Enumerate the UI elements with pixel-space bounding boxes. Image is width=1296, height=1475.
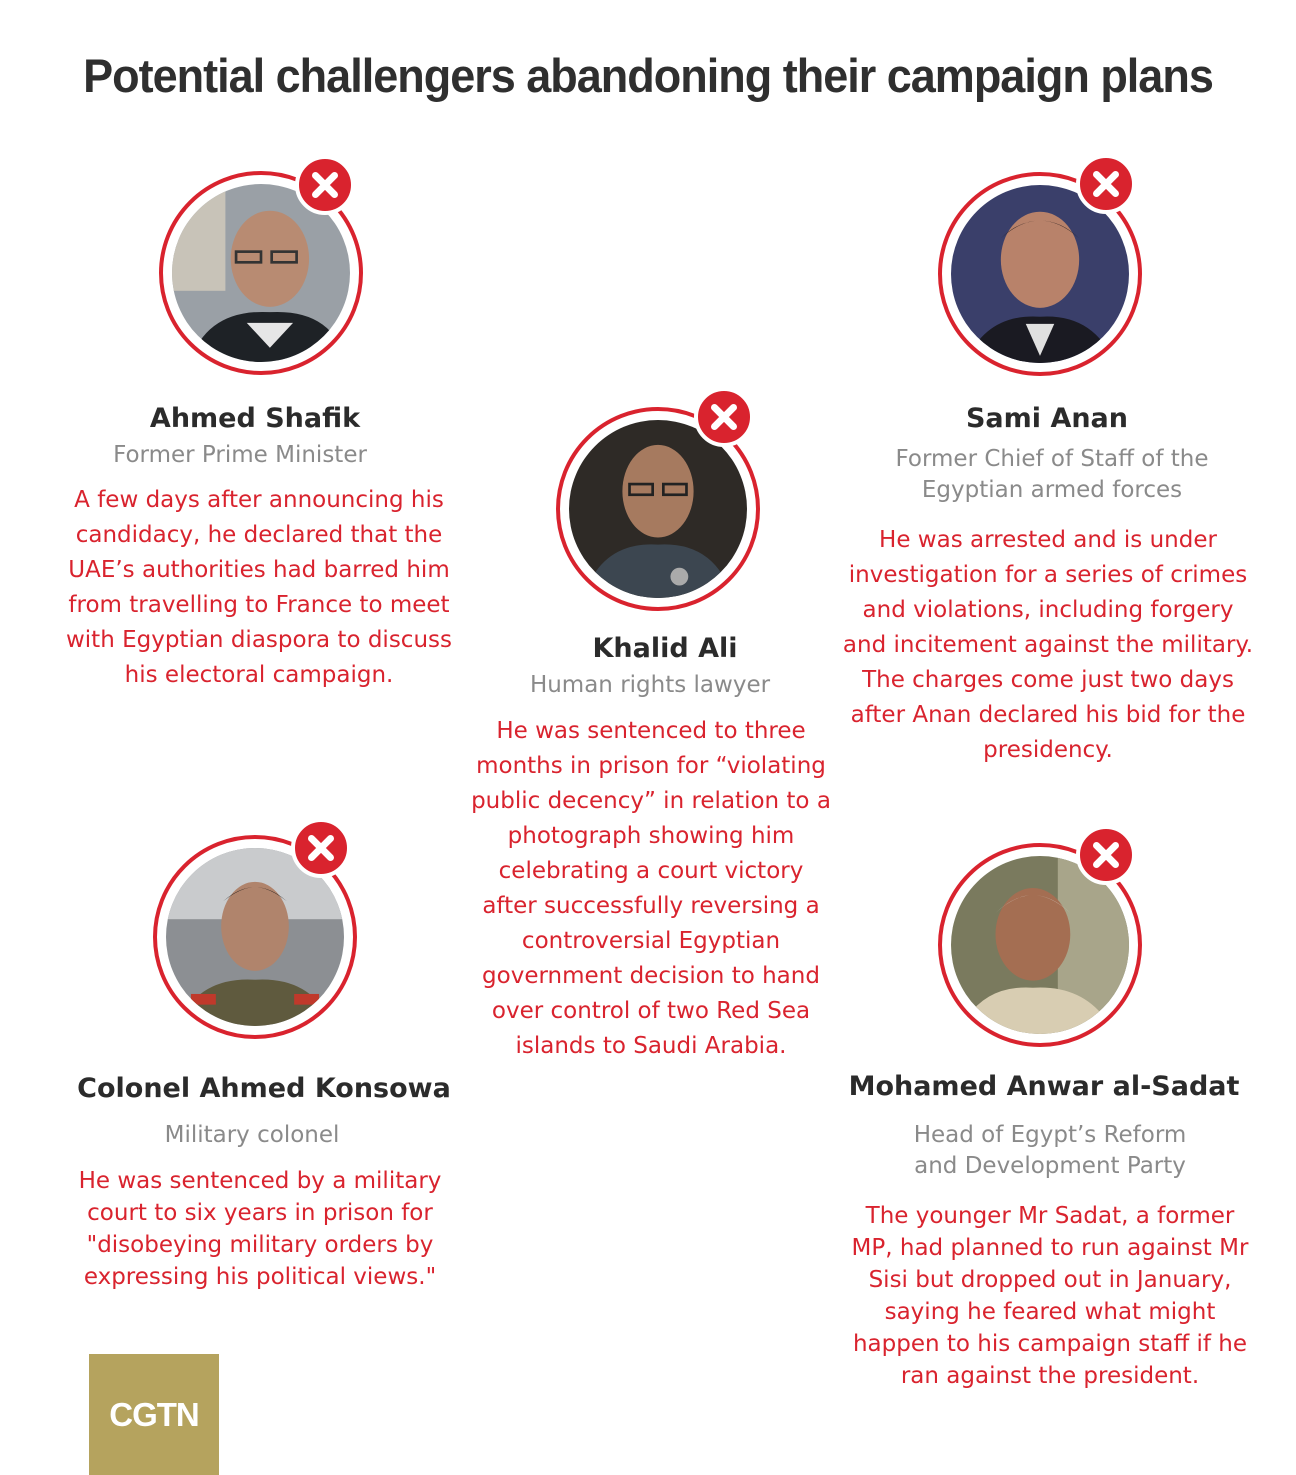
person-description: He was sentenced to three months in prison for “violating public decency” in relation to a photograph showing him celebrating a court victory after successfully reversing a controversial Egyptian government decision to hand over control of two Red Sea islands to Saudi Arabia. [471,718,831,1059]
person-description: A few days after announcing his candidacy, he declared that the UAE’s authorities had barred him from travelling to France to meet with Egyptian diaspora to discuss his electoral campaign. [65,487,452,688]
person-description: He was sentenced by a military court to six years in prison for "disobeying military orders by expressing his political views." [78,1168,442,1290]
person-name: Mohamed Anwar al-Sadat [848,1071,1240,1102]
person-name: Khalid Ali [592,633,738,664]
person-description: The younger Mr Sadat, a former MP, had planned to run against Mr Sisi but dropped out in January, saying he feared what might happen to his campaign staff if he ran against the president. [851,1203,1249,1389]
person-name: Sami Anan [965,403,1128,434]
person-role: Military colonel [164,1122,340,1148]
person-role: Human rights lawyer [529,672,771,698]
person-role: Former Chief of Staff of the Egyptian armed forces [895,446,1209,503]
page-title: Potential challengers abandoning their campaign plans [83,48,1213,103]
rejected-x-icon [295,155,355,215]
rejected-x-icon [694,387,754,447]
person-role: Head of Egypt’s Reform and Development Party [913,1122,1187,1179]
rejected-x-icon [291,818,351,878]
person-description: He was arrested and is under investigation for a series of crimes and violations, including forgery and incitement against the military. The charges come just two days after Anan declared his bid for the presidency. [842,527,1254,763]
cgtn-logo: CGTN [89,1354,219,1475]
person-name: Colonel Ahmed Konsowa [77,1073,451,1104]
person-name: Ahmed Shafik [149,403,361,434]
rejected-x-icon [1076,825,1136,885]
person-role: Former Prime Minister [113,442,367,468]
rejected-x-icon [1076,154,1136,214]
